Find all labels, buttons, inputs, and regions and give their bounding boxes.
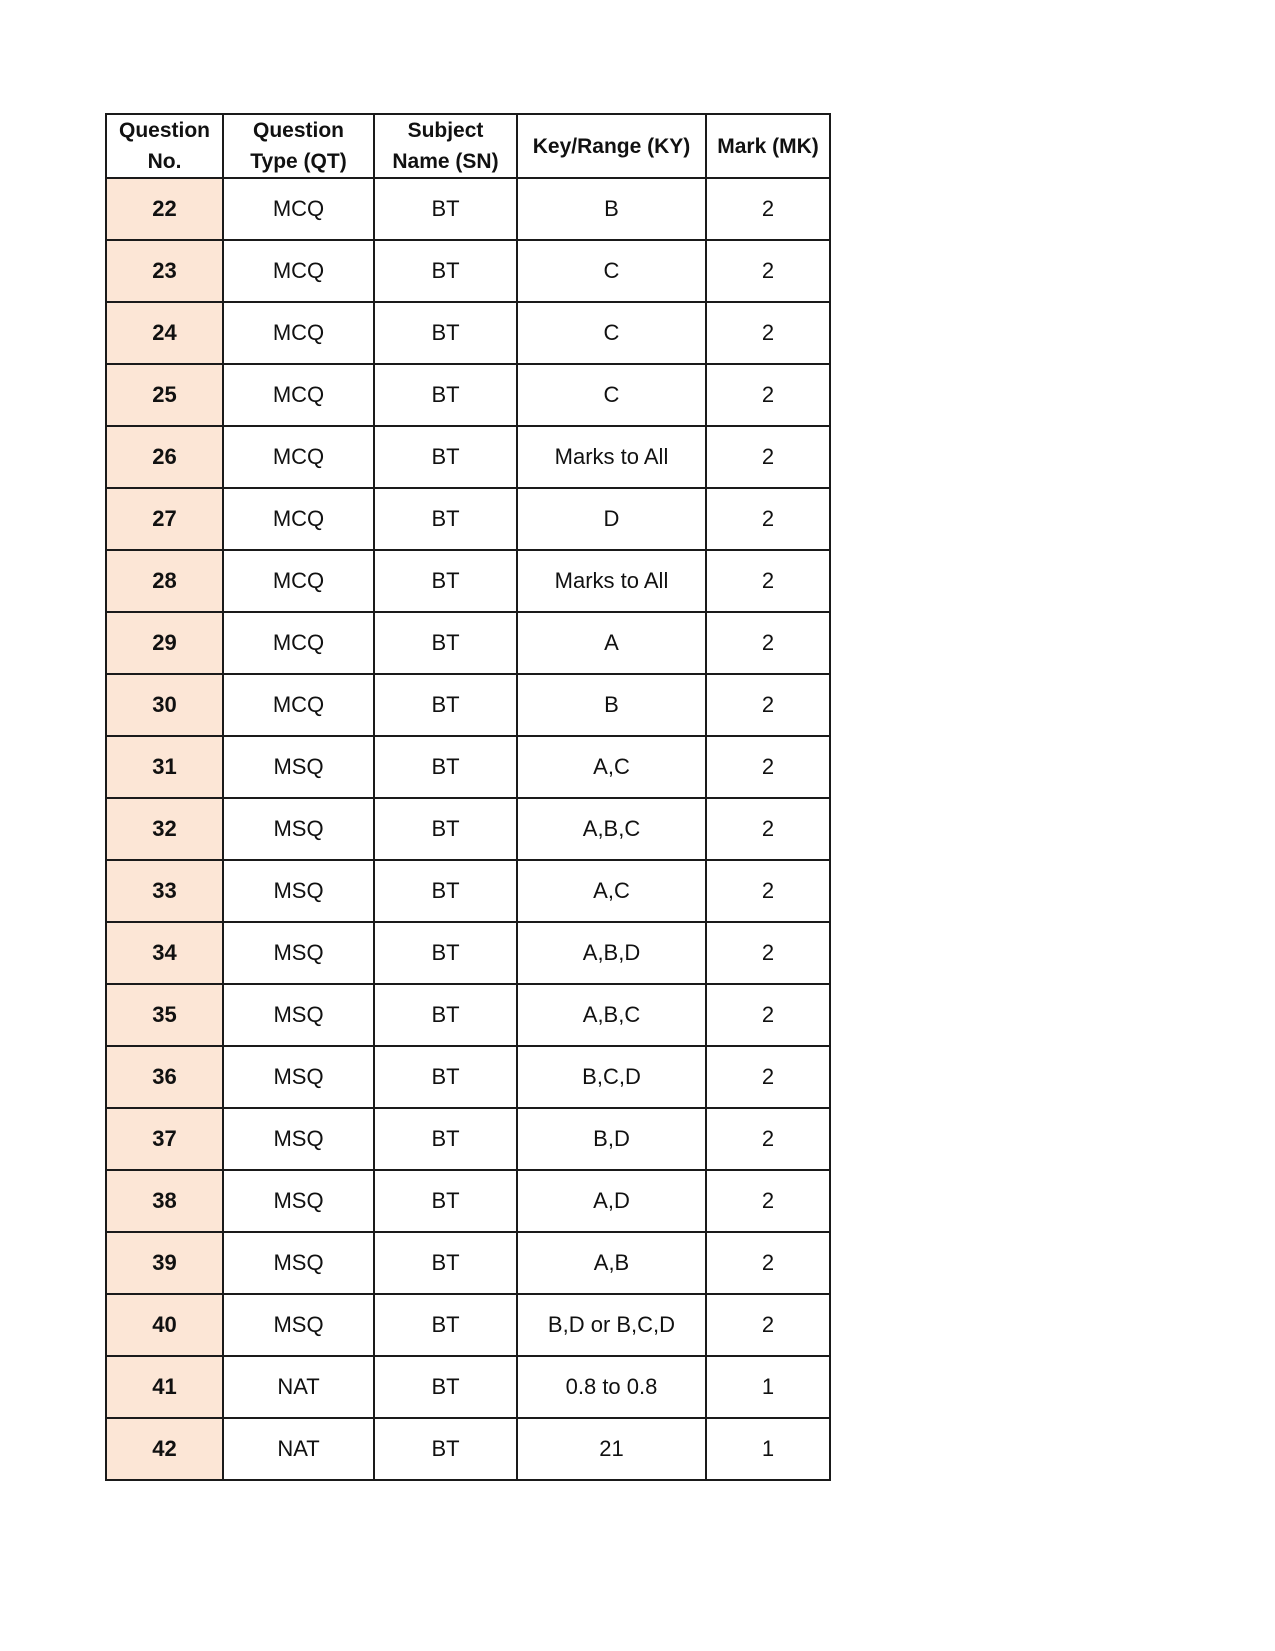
subject-name-cell: BT <box>374 364 517 426</box>
question-no-cell: 42 <box>106 1418 223 1480</box>
mark-cell: 2 <box>706 1108 830 1170</box>
question-type-cell: NAT <box>223 1356 374 1418</box>
question-type-cell: MSQ <box>223 736 374 798</box>
question-no-cell: 39 <box>106 1232 223 1294</box>
question-type-cell: MCQ <box>223 674 374 736</box>
subject-name-cell: BT <box>374 488 517 550</box>
key-range-cell: A <box>517 612 706 674</box>
question-type-cell: MCQ <box>223 178 374 240</box>
key-range-cell: A,B,C <box>517 798 706 860</box>
question-no-header <box>106 114 223 178</box>
question-type-header <box>223 114 374 178</box>
question-type-cell: MSQ <box>223 922 374 984</box>
table-row <box>106 860 830 922</box>
answer-key-table <box>105 113 831 1481</box>
question-type-cell: MCQ <box>223 240 374 302</box>
subject-name-cell: BT <box>374 798 517 860</box>
table-row <box>106 736 830 798</box>
mark-header <box>706 114 830 178</box>
key-range-cell: A,B,D <box>517 922 706 984</box>
question-type-cell: MCQ <box>223 302 374 364</box>
subject-name-cell: BT <box>374 984 517 1046</box>
key-range-cell: D <box>517 488 706 550</box>
question-no-cell: 38 <box>106 1170 223 1232</box>
question-type-cell: MCQ <box>223 426 374 488</box>
question-type-cell: MSQ <box>223 1108 374 1170</box>
question-type-cell: MCQ <box>223 612 374 674</box>
question-type-cell: MSQ <box>223 1294 374 1356</box>
table-row <box>106 240 830 302</box>
key-range-cell: B,D <box>517 1108 706 1170</box>
subject-name-cell: BT <box>374 426 517 488</box>
question-no-cell: 27 <box>106 488 223 550</box>
question-no-cell: 33 <box>106 860 223 922</box>
key-range-cell: C <box>517 364 706 426</box>
mark-cell: 2 <box>706 302 830 364</box>
subject-name-cell: BT <box>374 922 517 984</box>
subject-name-header-line: Name (SN) <box>392 150 499 173</box>
question-no-cell: 25 <box>106 364 223 426</box>
subject-name-cell: BT <box>374 1170 517 1232</box>
header-row <box>106 114 830 178</box>
question-type-cell: MSQ <box>223 798 374 860</box>
key-range-cell: B,D or B,C,D <box>517 1294 706 1356</box>
mark-cell: 2 <box>706 860 830 922</box>
question-no-cell: 31 <box>106 736 223 798</box>
subject-name-cell: BT <box>374 860 517 922</box>
table-row <box>106 178 830 240</box>
question-no-cell: 29 <box>106 612 223 674</box>
subject-name-cell: BT <box>374 550 517 612</box>
mark-cell: 2 <box>706 674 830 736</box>
table-row <box>106 1108 830 1170</box>
key-range-cell: A,C <box>517 860 706 922</box>
subject-name-cell: BT <box>374 1108 517 1170</box>
table-row <box>106 1356 830 1418</box>
question-no-cell: 36 <box>106 1046 223 1108</box>
mark-cell: 2 <box>706 736 830 798</box>
mark-cell: 1 <box>706 1356 830 1418</box>
mark-cell: 2 <box>706 798 830 860</box>
subject-name-cell: BT <box>374 1418 517 1480</box>
question-type-cell: MSQ <box>223 860 374 922</box>
subject-name-cell: BT <box>374 1294 517 1356</box>
mark-cell: 2 <box>706 488 830 550</box>
question-no-cell: 41 <box>106 1356 223 1418</box>
mark-cell: 2 <box>706 922 830 984</box>
key-range-cell: A,D <box>517 1170 706 1232</box>
question-type-header-line: Question <box>252 119 344 142</box>
key-range-cell: A,B <box>517 1232 706 1294</box>
table-row <box>106 1418 830 1480</box>
subject-name-cell: BT <box>374 1232 517 1294</box>
subject-name-header-line: Subject <box>407 119 484 142</box>
key-range-header <box>517 114 706 178</box>
question-no-cell: 22 <box>106 178 223 240</box>
question-no-cell: 37 <box>106 1108 223 1170</box>
mark-cell: 2 <box>706 612 830 674</box>
key-range-cell: 21 <box>517 1418 706 1480</box>
mark-cell: 1 <box>706 1418 830 1480</box>
mark-cell: 2 <box>706 1232 830 1294</box>
mark-header-line: Mark (MK) <box>717 134 819 158</box>
table-row <box>106 302 830 364</box>
subject-name-cell: BT <box>374 240 517 302</box>
table-row <box>106 488 830 550</box>
question-no-cell: 26 <box>106 426 223 488</box>
subject-name-cell: BT <box>374 1046 517 1108</box>
question-no-cell: 28 <box>106 550 223 612</box>
table-row <box>106 798 830 860</box>
mark-cell: 2 <box>706 426 830 488</box>
question-type-cell: NAT <box>223 1418 374 1480</box>
table-header <box>106 114 830 178</box>
table-row <box>106 674 830 736</box>
subject-name-header <box>374 114 517 178</box>
question-type-cell: MSQ <box>223 1232 374 1294</box>
table-row <box>106 426 830 488</box>
table-row <box>106 1170 830 1232</box>
mark-cell: 2 <box>706 364 830 426</box>
question-no-cell: 23 <box>106 240 223 302</box>
subject-name-cell: BT <box>374 674 517 736</box>
table-body <box>106 178 830 1480</box>
key-range-cell: A,C <box>517 736 706 798</box>
mark-cell: 2 <box>706 1294 830 1356</box>
table-row <box>106 364 830 426</box>
key-range-cell: 0.8 to 0.8 <box>517 1356 706 1418</box>
table-row <box>106 550 830 612</box>
question-type-cell: MCQ <box>223 488 374 550</box>
key-range-cell: A,B,C <box>517 984 706 1046</box>
mark-cell: 2 <box>706 1046 830 1108</box>
mark-cell: 2 <box>706 240 830 302</box>
mark-cell: 2 <box>706 178 830 240</box>
key-range-header-line: Key/Range (KY) <box>532 134 691 158</box>
mark-cell: 2 <box>706 984 830 1046</box>
table-row <box>106 1232 830 1294</box>
table-row <box>106 984 830 1046</box>
question-type-header-line: Type (QT) <box>250 150 347 173</box>
subject-name-cell: BT <box>374 612 517 674</box>
question-no-header-line: No. <box>147 150 182 173</box>
subject-name-cell: BT <box>374 178 517 240</box>
question-type-cell: MCQ <box>223 550 374 612</box>
question-type-cell: MSQ <box>223 984 374 1046</box>
subject-name-cell: BT <box>374 1356 517 1418</box>
key-range-cell: Marks to All <box>517 426 706 488</box>
question-no-cell: 34 <box>106 922 223 984</box>
question-no-cell: 35 <box>106 984 223 1046</box>
subject-name-cell: BT <box>374 736 517 798</box>
key-range-cell: C <box>517 302 706 364</box>
table-row <box>106 922 830 984</box>
table-row <box>106 1046 830 1108</box>
question-no-cell: 30 <box>106 674 223 736</box>
question-no-cell: 24 <box>106 302 223 364</box>
mark-cell: 2 <box>706 550 830 612</box>
question-type-cell: MCQ <box>223 364 374 426</box>
mark-cell: 2 <box>706 1170 830 1232</box>
question-no-header-line: Question <box>118 119 210 142</box>
subject-name-cell: BT <box>374 302 517 364</box>
question-type-cell: MSQ <box>223 1170 374 1232</box>
table-row <box>106 1294 830 1356</box>
key-range-cell: B <box>517 674 706 736</box>
question-type-cell: MSQ <box>223 1046 374 1108</box>
key-range-cell: B,C,D <box>517 1046 706 1108</box>
key-range-cell: C <box>517 240 706 302</box>
key-range-cell: Marks to All <box>517 550 706 612</box>
question-no-cell: 40 <box>106 1294 223 1356</box>
table-row <box>106 612 830 674</box>
key-range-cell: B <box>517 178 706 240</box>
question-no-cell: 32 <box>106 798 223 860</box>
